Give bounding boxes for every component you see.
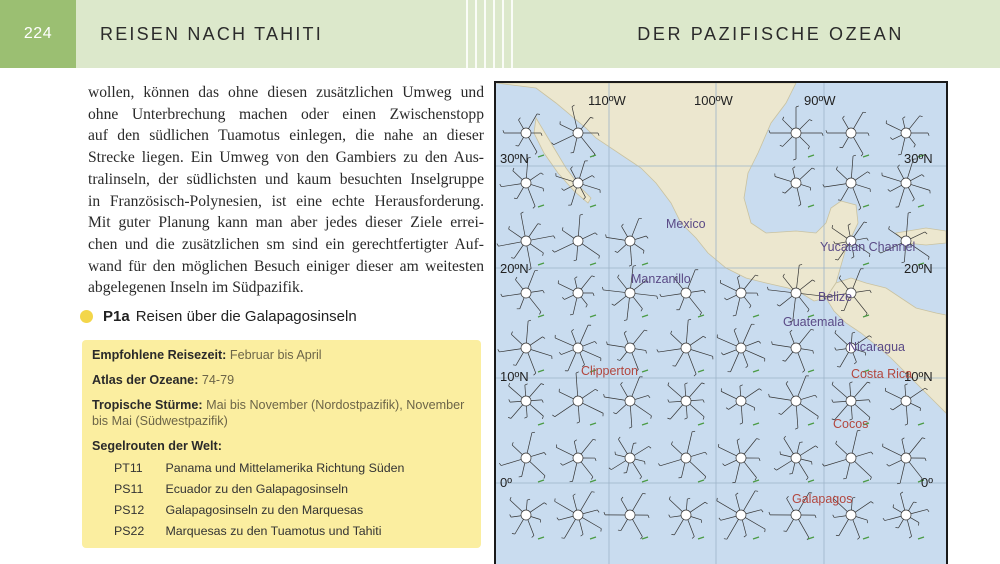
wind-rose-icon [822,430,873,480]
current-arrow-icon [642,423,648,425]
current-arrow-icon [590,315,596,317]
lat-label: 30ºN [500,151,529,166]
wind-rose-icon [772,329,814,372]
place-label-cocos: Cocos [833,417,868,431]
lat-label: 0º [921,475,933,490]
current-arrow-icon [808,480,814,482]
current-arrow-icon [698,480,704,482]
routen-row [92,439,222,453]
lon-label: 90ºW [804,93,836,108]
section-heading [80,308,357,325]
info-box [82,340,481,548]
wind-rose-icon [719,439,761,483]
wind-rose-icon [604,377,652,428]
current-arrow-icon [918,423,924,425]
current-arrow-icon [642,480,648,482]
wind-rose-icon [552,372,603,423]
lat-label: 10ºN [500,369,529,384]
wind-rose-icon [606,219,648,267]
route-code: PS22 [114,524,162,538]
wind-rose-icon [823,155,871,210]
text-line: Strecke liegen. Ein Umweg von den Gambiers zu den Aus- [88,147,484,169]
current-arrow-icon [590,205,596,207]
reisezeit-label: Empfohlene Reisezeit: [92,348,226,362]
stuerme-value: Mai bis November (Nordostpazifik), November [206,398,464,412]
chapter-title: REISEN NACH TAHITI [100,0,323,68]
current-arrow-icon [698,315,704,317]
wind-rose-icon [886,116,929,155]
place-label-guatemala: Guatemala [783,315,844,329]
place-label-belize: Belize [818,290,852,304]
stuerme-value-cont: bis Mai (Südwestpazifik) [92,414,228,428]
current-arrow-icon [538,205,544,207]
stuerme-row-2 [92,414,228,428]
wind-rose-icon [499,432,546,478]
current-arrow-icon [698,537,704,539]
body-paragraph [88,82,484,299]
lat-label: 20ºN [500,261,529,276]
text-line: Mit guter Planung kann man aber jedes dieser Ziele errei- [88,212,484,234]
current-arrow-icon [863,480,869,482]
map-svg [496,83,946,564]
current-arrow-icon [642,537,648,539]
reisezeit-row [92,348,322,362]
current-arrow-icon [590,423,596,425]
current-arrow-icon [753,423,759,425]
place-label-nicaragua: Nicaragua [848,340,905,354]
text-line: auf den südlichen Tuamotus einlegen, die nahe an dieser [88,125,484,147]
route-name: Ecuador zu den Galapagosinseln [165,482,348,496]
wind-rose-icon [720,275,758,316]
current-arrow-icon [698,370,704,372]
place-label-clipperton: Clipperton [581,364,638,378]
stuerme-row [92,398,464,412]
route-code: PS12 [114,503,162,517]
place-label-costa-rica: Costa Rica [851,367,912,381]
current-arrow-icon [863,263,869,265]
current-arrow-icon [642,370,648,372]
text-line: ohne Unterbrechung machen oder einen Zwischenstopp [88,104,484,126]
current-arrow-icon [538,370,544,372]
text-line: wollen, können das ohne diesen zusätzlichen Umweg und [88,82,484,104]
lat-label: 20ºN [904,261,933,276]
route-code: PS11 [114,482,162,496]
section-code: P1a [103,308,130,325]
route-name: Galapagosinseln zu den Marquesas [165,503,363,517]
wind-rose-icon [604,493,649,539]
text-line: chen und die zusätzlichen sm sind ein gerechtfertigter Auf- [88,234,484,256]
wind-rose-icon [774,436,818,480]
current-arrow-icon [753,315,759,317]
wind-rose-icon [883,492,929,538]
current-arrow-icon [538,423,544,425]
current-arrow-icon [698,423,704,425]
route-item [114,524,382,538]
current-arrow-icon [753,480,759,482]
section-title-header: DER PAZIFISCHE OZEAN [637,0,904,68]
wind-rose-icon [721,385,761,424]
current-arrow-icon [590,155,596,157]
wind-rose-icon [658,431,707,479]
current-arrow-icon [918,537,924,539]
atlas-label: Atlas der Ozeane: [92,373,198,387]
current-arrow-icon [590,480,596,482]
wind-rose-icon [775,167,815,206]
place-label-manzanillo: Manzanillo [631,272,691,286]
route-item [114,482,348,496]
wind-rose-icon [510,497,547,537]
wind-rose-icon [501,271,545,315]
wind-rose-icon [883,438,926,484]
text-line: tralinseln, der südlichsten und kaum besuchten Inselgruppe [88,169,484,191]
route-name: Marquesas zu den Tuamotus und Tahiti [165,524,381,538]
atlas-row [92,373,234,387]
wind-rose-icon [657,319,713,376]
lon-label: 100ºW [694,93,733,108]
wind-rose-icon [508,383,544,419]
route-name: Panama und Mittelamerika Richtung Süden [165,461,404,475]
wind-rose-icon [717,324,765,372]
wind-rose-icon [717,491,765,539]
lon-label: 110ºW [588,93,626,108]
wind-rose-icon [498,320,552,375]
place-label-mexico: Mexico [666,217,706,231]
current-arrow-icon [753,370,759,372]
current-arrow-icon [753,537,759,539]
lat-label: 0º [500,475,512,490]
page-number: 224 [0,0,76,68]
wind-rose-icon [885,384,927,425]
current-arrow-icon [918,205,924,207]
current-arrow-icon [808,205,814,207]
wind-rose-icon [555,492,602,539]
current-arrow-icon [538,537,544,539]
wind-rose-icon [832,382,870,420]
route-item [114,503,363,517]
wind-rose-icon [826,112,869,156]
section-title: Reisen über die Galapagosinseln [136,308,357,325]
place-label-yucatan-channel: Yucatan Channel [820,240,915,254]
wind-rose-icon [552,214,599,261]
current-arrow-icon [808,370,814,372]
lat-label: 30ºN [904,151,933,166]
current-arrow-icon [808,155,814,157]
lat-label: 10ºN [904,369,933,384]
current-arrow-icon [642,315,648,317]
current-arrow-icon [590,537,596,539]
reisezeit-value: Februar bis April [230,348,322,362]
header-decoration [466,0,518,68]
current-arrow-icon [590,263,596,265]
atlas-value: 74-79 [202,373,234,387]
wind-rose-icon [558,276,594,315]
place-label-galapagos: Galapagos [792,492,852,506]
stuerme-label: Tropische Stürme: [92,398,203,412]
current-arrow-icon [863,205,869,207]
current-arrow-icon [538,155,544,157]
route-code: PT11 [114,461,162,475]
routen-label: Segelrouten der Welt: [92,439,222,453]
current-arrow-icon [863,537,869,539]
route-item [114,461,404,475]
wind-rose-icon [667,382,704,419]
current-arrow-icon [808,423,814,425]
current-arrow-icon [538,480,544,482]
wind-rose-icon [769,376,819,429]
pilot-chart-map [494,81,948,564]
wind-rose-icon [669,496,708,538]
text-line: in Französisch-Polynesien, ist eine echte Herausforderung. [88,191,484,213]
wind-rose-icon [609,437,651,479]
current-arrow-icon [863,155,869,157]
text-line: wand für den möglichen Besuch einiger dieser am weitesten [88,256,484,278]
wind-rose-icon [556,439,596,481]
current-arrow-icon [538,315,544,317]
page-header [0,0,1000,68]
bullet-dot-icon [80,310,93,323]
text-line: abgelegenen Inseln im Südpazifik. [88,277,484,299]
current-arrow-icon [642,263,648,265]
current-arrow-icon [538,263,544,265]
